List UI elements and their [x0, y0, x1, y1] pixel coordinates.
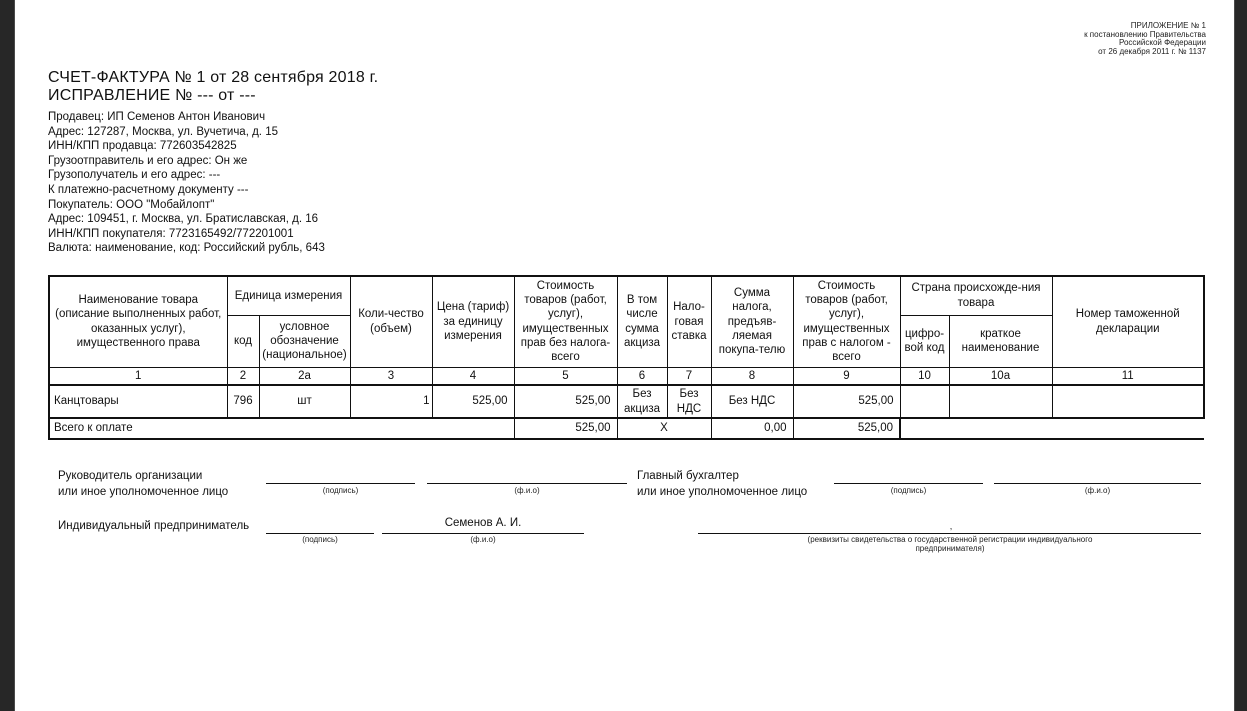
header-country-name: краткое наименование [949, 315, 1052, 367]
total-row [49, 418, 1204, 439]
header-unit: Единица измерения [227, 276, 350, 315]
entrepreneur-fio-caption: (ф.и.о) [470, 535, 496, 544]
payment-document: К платежно-расчетному документу --- [48, 183, 249, 196]
item-cost-no-tax: 525,00 [514, 385, 617, 418]
header-customs: Номер таможенной декларации [1052, 276, 1204, 367]
item-qty: 1 [350, 385, 432, 418]
appendix-line: к постановлению Правительства [1084, 29, 1206, 39]
head-label-line1: Руководитель организации [58, 470, 203, 482]
col-number: 10а [949, 367, 1052, 385]
requisites-line[interactable] [698, 533, 1201, 534]
correction-title: ИСПРАВЛЕНИЕ № --- от --- [48, 87, 256, 104]
header-tax-rate: Нало-говая ставка [667, 276, 711, 367]
chief-fio-caption: (ф.и.о) [1084, 486, 1111, 495]
chief-label-line1: Главный бухгалтер [637, 470, 739, 482]
head-fio-line[interactable] [427, 483, 627, 484]
appendix-line: ПРИЛОЖЕНИЕ № 1 [1130, 21, 1206, 30]
head-signature-line[interactable] [266, 483, 415, 484]
total-cost-no-tax: 525,00 [514, 418, 617, 439]
invoice-title: СЧЕТ-ФАКТУРА № 1 от 28 сентября 2018 г. [48, 69, 379, 86]
total-label: Всего к оплате [49, 418, 514, 439]
seller: Продавец: ИП Семенов Антон Иванович [48, 111, 266, 123]
item-name: Канцтовары [49, 385, 227, 418]
head-fio-caption: (ф.и.о) [514, 486, 540, 495]
entrepreneur-fio-value: Семенов А. И. [444, 517, 522, 529]
col-number: 1 [49, 367, 227, 385]
header-cost-no-tax: Стоимость товаров (работ, услуг), имущественных прав без налога-всего [514, 276, 617, 367]
item-cost-with-tax: 525,00 [793, 385, 900, 418]
head-label-line2: или иное уполномоченное лицо [58, 486, 229, 498]
col-number: 2а [259, 367, 350, 385]
col-number: 4 [432, 367, 514, 385]
item-tax-rate: Без НДС [667, 385, 711, 418]
chief-signature-line[interactable] [834, 483, 983, 484]
seller-address: Адрес: 127287, Москва, ул. Вучетича, д. 15 [48, 125, 278, 138]
item-tax-sum: Без НДС [711, 385, 793, 418]
item-customs [1052, 385, 1204, 418]
appendix-line: от 26 декабря 2011 г. № 1137 [1098, 46, 1206, 56]
col-number: 8 [711, 367, 793, 385]
col-number: 2 [227, 367, 259, 385]
head-signature-label [58, 468, 228, 500]
col-number: 3 [350, 367, 432, 385]
total-tax-sum: 0,00 [711, 418, 793, 439]
col-number: 5 [514, 367, 617, 385]
item-price: 525,00 [432, 385, 514, 418]
header-unit-symbol: условное обозначение (национальное) [259, 315, 350, 367]
item-unit-code: 796 [227, 385, 259, 418]
invoice-sheet [14, 0, 1235, 711]
header-country: Страна происхожде-ния товара [900, 276, 1052, 315]
entrepreneur-label: Индивидуальный предприниматель [58, 520, 250, 532]
invoice-details [48, 110, 325, 256]
shipper: Грузоотправитель и его адрес: Он же [48, 154, 248, 167]
table-row [49, 385, 1204, 418]
total-cost-with-tax: 525,00 [793, 418, 900, 439]
col-number: 9 [793, 367, 900, 385]
header-price: Цена (тариф) за единицу измерения [432, 276, 514, 367]
header-country-code: цифро-вой код [900, 315, 949, 367]
header-excise: В том числе сумма акциза [617, 276, 667, 367]
col-number: 6 [617, 367, 667, 385]
item-excise: Без акциза [617, 385, 667, 418]
seller-inn: ИНН/КПП продавца: 772603542825 [48, 140, 237, 153]
chief-signature-label [637, 468, 807, 500]
item-unit-symbol: шт [259, 385, 350, 418]
chief-label-line2: или иное уполномоченное лицо [637, 486, 808, 498]
document-title [48, 69, 378, 105]
col-number: 11 [1052, 367, 1204, 385]
appendix-line: Российской Федерации [1119, 38, 1206, 48]
consignee: Грузополучатель и его адрес: --- [48, 169, 221, 182]
buyer: Покупатель: ООО "Мобайлопт" [48, 198, 215, 211]
invoice-table [48, 275, 1205, 440]
buyer-inn: ИНН/КПП покупателя: 7723165492/772201001 [48, 227, 294, 240]
appendix-note [1084, 22, 1206, 56]
requisites-caption: (реквизиты свидетельства о государственной регистрации индивидуального предпринимателя) [807, 535, 1093, 553]
item-country-code [900, 385, 949, 418]
col-number: 10 [900, 367, 949, 385]
header-tax-sum: Сумма налога, предъяв-ляемая покупа-телю [711, 276, 793, 367]
chief-signature-caption: (подпись) [890, 486, 927, 495]
item-country-name [949, 385, 1052, 418]
entrepreneur-signature-line[interactable] [266, 533, 374, 534]
total-excise: X [617, 418, 711, 439]
chief-fio-line[interactable] [994, 483, 1201, 484]
total-empty [900, 418, 1204, 439]
buyer-address: Адрес: 109451, г. Москва, ул. Братиславская, д. 16 [48, 213, 319, 226]
head-signature-caption: (подпись) [322, 486, 359, 495]
header-qty: Коли-чество (объем) [350, 276, 432, 367]
requisites-mark: , [949, 521, 953, 531]
entrepreneur-signature-caption: (подпись) [302, 535, 338, 544]
currency: Валюта: наименование, код: Российский рубль, 643 [48, 242, 325, 255]
header-unit-code: код [227, 315, 259, 367]
table-header-row [49, 276, 1204, 315]
header-name: Наименование товара (описание выполненных работ, оказанных услуг), имущественного права [49, 276, 227, 367]
col-number: 7 [667, 367, 711, 385]
header-cost-with-tax: Стоимость товаров (работ, услуг), имущественных прав с налогом - всего [793, 276, 900, 367]
column-number-row [49, 367, 1204, 385]
entrepreneur-fio-line[interactable] [382, 533, 584, 534]
